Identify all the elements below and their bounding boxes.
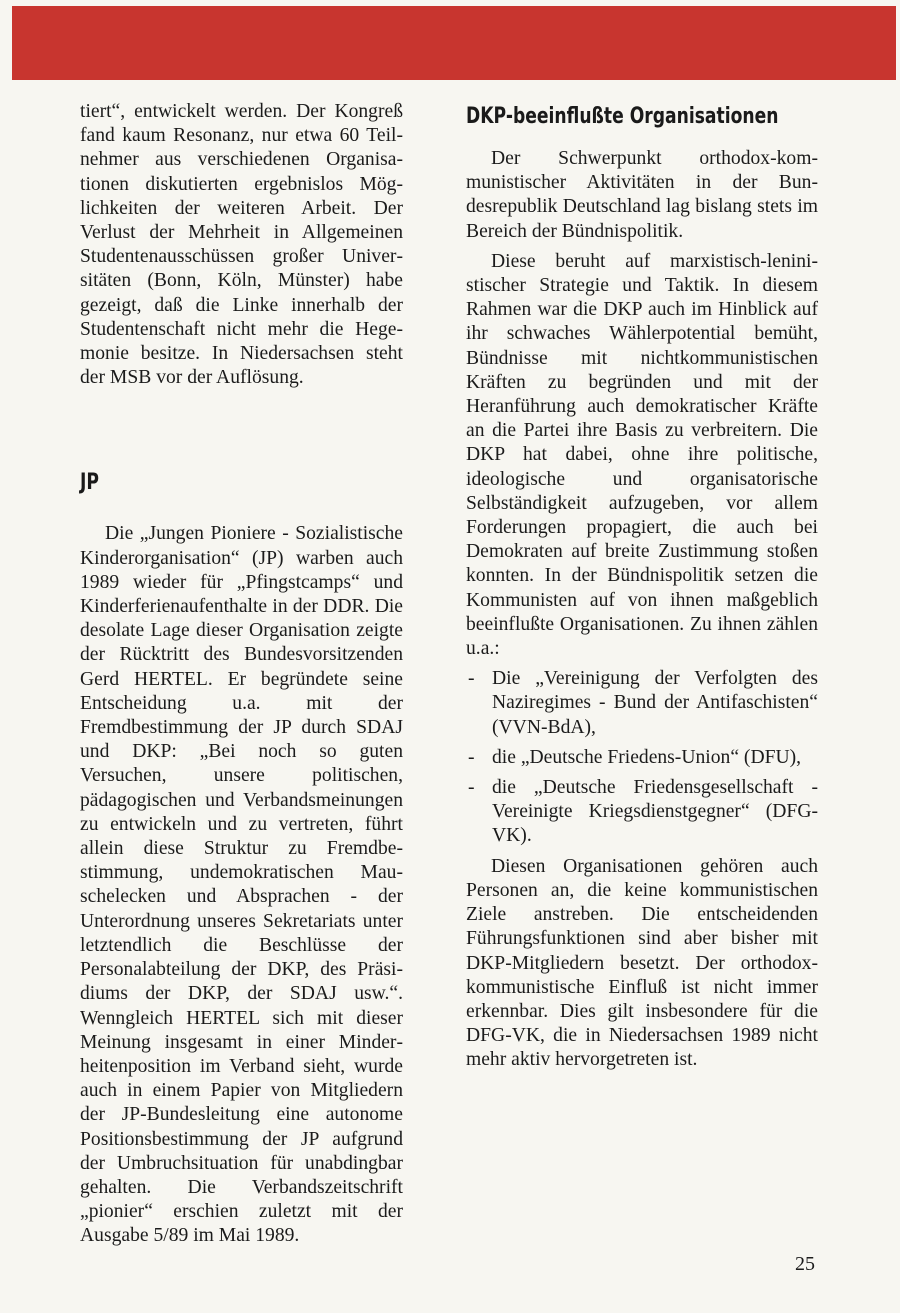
dkp-heading: DKP-beeinflußte Organisationen [466, 104, 779, 129]
list-item-text: die „Deutsche Friedensgesellschaft - Vereinigte Kriegsdienstgegner“ (DFG-VK). [492, 777, 818, 847]
dkp-paragraph-3: Diesen Organisationen gehören auch Personen an, die keine kommunistischen Ziele anstreben. Die entscheidenden Führungsfunktionen sind aber bisher mit DKP-Mitgliedern besetzt. Der orthodox-kommunistische Einfluß ist nicht immer erkennbar. Dies gilt insbesondere für die DFG-VK, die in Niedersachsen 1989 nicht mehr aktiv hervorgetreten ist. [466, 855, 818, 1071]
organisation-list [466, 667, 818, 848]
jp-paragraph: Die „Jungen Pioniere - Sozialistische Kinderorganisation“ (JP) warben auch 1989 wieder für „Pfingstcamps“ und Kinderferienaufenthalte in der DDR. Die desolate Lage dieser Organisation zeigte der Rücktritt des Bundesvorsitzenden Gerd HERTEL. Er begründete seine Entscheidung u.a. mit der Fremdbestimmung der JP durch SDAJ und DKP: „Bei noch so guten Versuchen, unsere politischen, pädagogischen und Verbandsmeinungen zu entwickeln und zu vertreten, führt allein diese Struktur zu Fremdbestimmung, undemokratischen Mauschelecken und Absprachen - der Unterordnung unseres Sekretariats unter letztendlich die Beschlüsse der Personalabteilung der DKP, des Präsidiums der DKP, der SDAJ usw.“. Wenngleich HERTEL sich mit dieser Meinung insgesamt in einer Minderheitenposition im Verband sieht, wurde auch in einem Papier von Mitgliedern der JP-Bundesleitung eine autonome Positionsbestimmung der JP aufgrund der Umbruchsituation für unabdingbar gehalten. Die Verbandszeitschrift „pionier“ erschien zuletzt mit der Ausgabe 5/89 im Mai 1989. [80, 523, 403, 1247]
list-item-text: Die „Vereinigung der Verfolgten des Naziregimes - Bund der Antifaschisten“ (VVN-BdA), [492, 668, 818, 738]
list-item-text: die „Deutsche Friedens-Union“ (DFU), [492, 746, 802, 768]
page-number: 25 [795, 1253, 815, 1275]
jp-heading: JP [80, 470, 99, 496]
red-header-band [12, 6, 896, 80]
list-item [466, 667, 818, 740]
right-column [466, 104, 818, 1073]
left-column [80, 100, 403, 1249]
dkp-paragraph-2: Diese beruht auf marxistisch-leninistischer Strategie und Taktik. In diesem Rahmen war die DKP auch im Hinblick auf ihr schwaches Wählerpotential bemüht, Bündnisse mit nichtkommunistischen Kräften zu begründen und mit der Heranführung auch demokratischer Kräfte an die Partei ihre Basis zu verbreitern. Die DKP hat dabei, ohne ihre politische, ideologische und organisatorische Selbständigkeit aufzugeben, vor allem Forderungen propagiert, die auch bei Demokraten auf breite Zustimmung stoßen konnten. In der Bündnispolitik setzen die Kommunisten auf von ihnen maßgeblich beeinflußte Organisationen. Zu ihnen zählen u.a.: [466, 250, 818, 660]
list-item [466, 746, 818, 770]
dkp-paragraph-1: Der Schwerpunkt orthodox-kommunistischer Aktivitäten in der Bundesrepublik Deutschland lag bislang stets im Bereich der Bündnispolitik. [466, 148, 818, 242]
list-item [466, 776, 818, 849]
list-dash: - [468, 668, 475, 690]
list-dash: - [468, 777, 475, 799]
msb-paragraph: tiert“, entwickelt werden. Der Kongreß fand kaum Resonanz, nur etwa 60 Teilnehmer aus verschiedenen Organisationen diskutierten ergebnislos Möglichkeiten der weiteren Arbeit. Der Verlust der Mehrheit in Allgemeinen Studentenausschüssen großer Universitäten (Bonn, Köln, Münster) habe gezeigt, daß die Linke innerhalb der Studentenschaft nicht mehr die Hegemonie besitze. In Niedersachsen steht der MSB vor der Auflösung. [80, 101, 403, 389]
list-dash: - [468, 746, 475, 768]
